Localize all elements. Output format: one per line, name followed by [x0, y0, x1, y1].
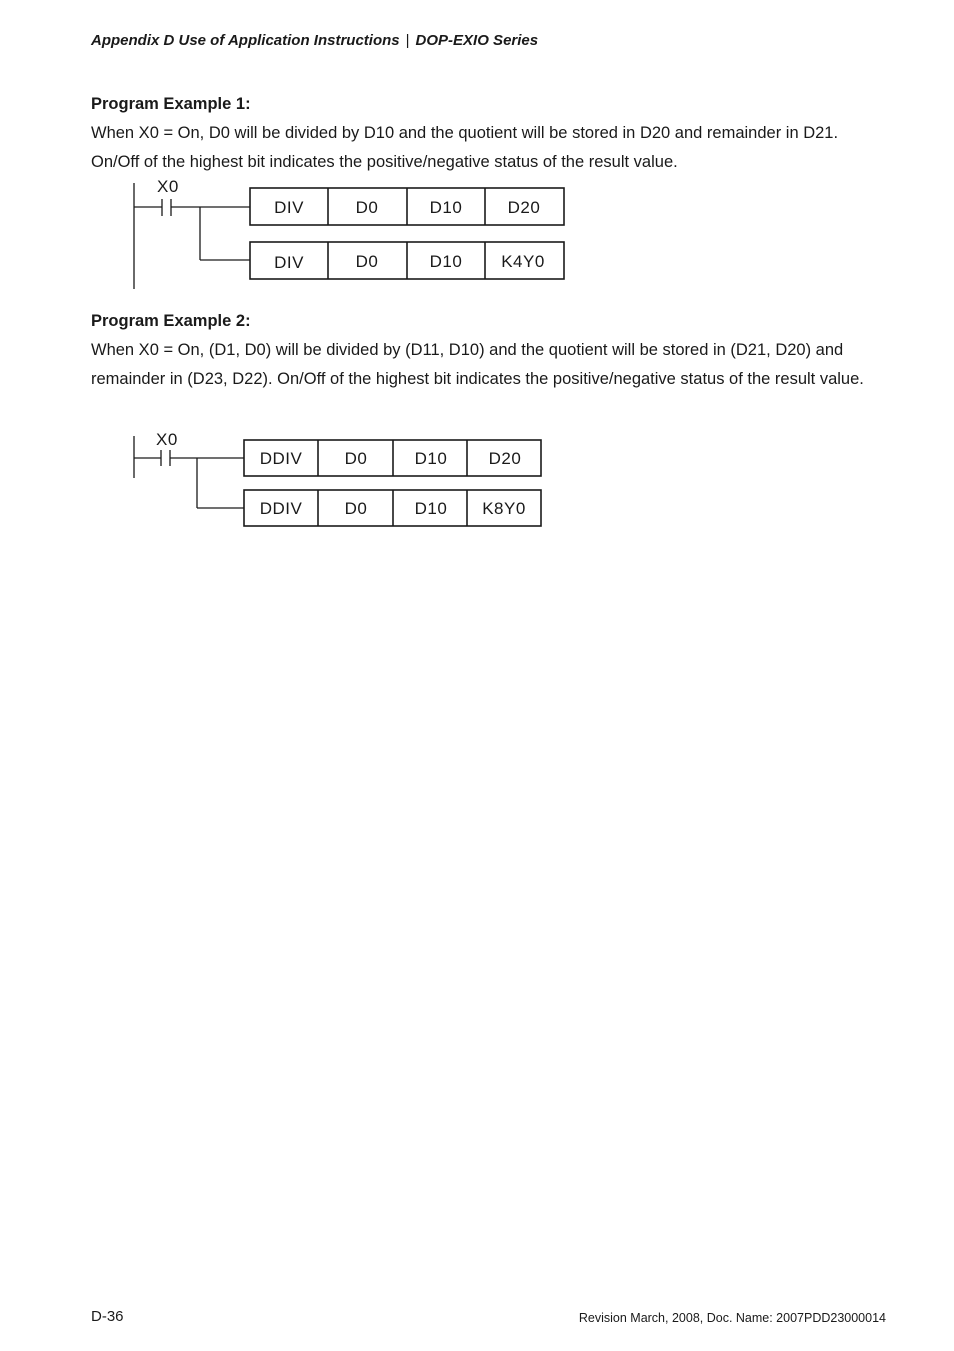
contact-label: X0	[156, 430, 178, 449]
rung1-instruction: DDIV	[259, 449, 303, 468]
header-series: DOP-EXIO Series	[415, 32, 539, 49]
contact-label: X0	[157, 177, 179, 196]
rung1-source: D0	[355, 198, 379, 217]
ladder-diagram-example2	[0, 0, 954, 560]
rung2-destination: K8Y0	[482, 499, 526, 518]
rung2-instruction: DIV	[274, 253, 304, 272]
rung1-source: D0	[344, 449, 368, 468]
rung2-divisor: D10	[414, 499, 448, 518]
rung1-instruction: DIV	[274, 198, 304, 217]
page-number: D-36	[91, 1308, 124, 1325]
rung2-instruction: DDIV	[259, 499, 303, 518]
header-chapter: Appendix D Use of Application Instructions	[91, 32, 400, 49]
rung1-divisor: D10	[429, 198, 463, 217]
rung2-divisor: D10	[429, 252, 463, 271]
example1-title: Program Example 1:	[91, 95, 251, 113]
rung2-destination: K4Y0	[501, 252, 545, 271]
normally-open-contact-icon	[161, 450, 170, 466]
example1-line1: When X0 = On, D0 will be divided by D10 and the quotient will be stored in D20 and remainder in D21.	[91, 124, 839, 142]
example1-line2: On/Off of the highest bit indicates the positive/negative status of the result value.	[91, 153, 678, 171]
rung2-source: D0	[355, 252, 379, 271]
rung1-destination: D20	[507, 198, 541, 217]
rung2-source: D0	[344, 499, 368, 518]
header-separator: |	[405, 32, 410, 49]
rung1-divisor: D10	[414, 449, 448, 468]
example2-text: When X0 = On, (D1, D0) will be divided by (D11, D10) and the quotient will be stored in (D21, D20) and remainder in (D23, D22). On/Off of the highest bit indicates the positive/negative status of the result value.	[91, 341, 864, 388]
revision-note: Revision March, 2008, Doc. Name: 2007PDD23000014	[578, 1311, 886, 1325]
example2-title: Program Example 2:	[91, 312, 251, 330]
rung1-destination: D20	[488, 449, 522, 468]
